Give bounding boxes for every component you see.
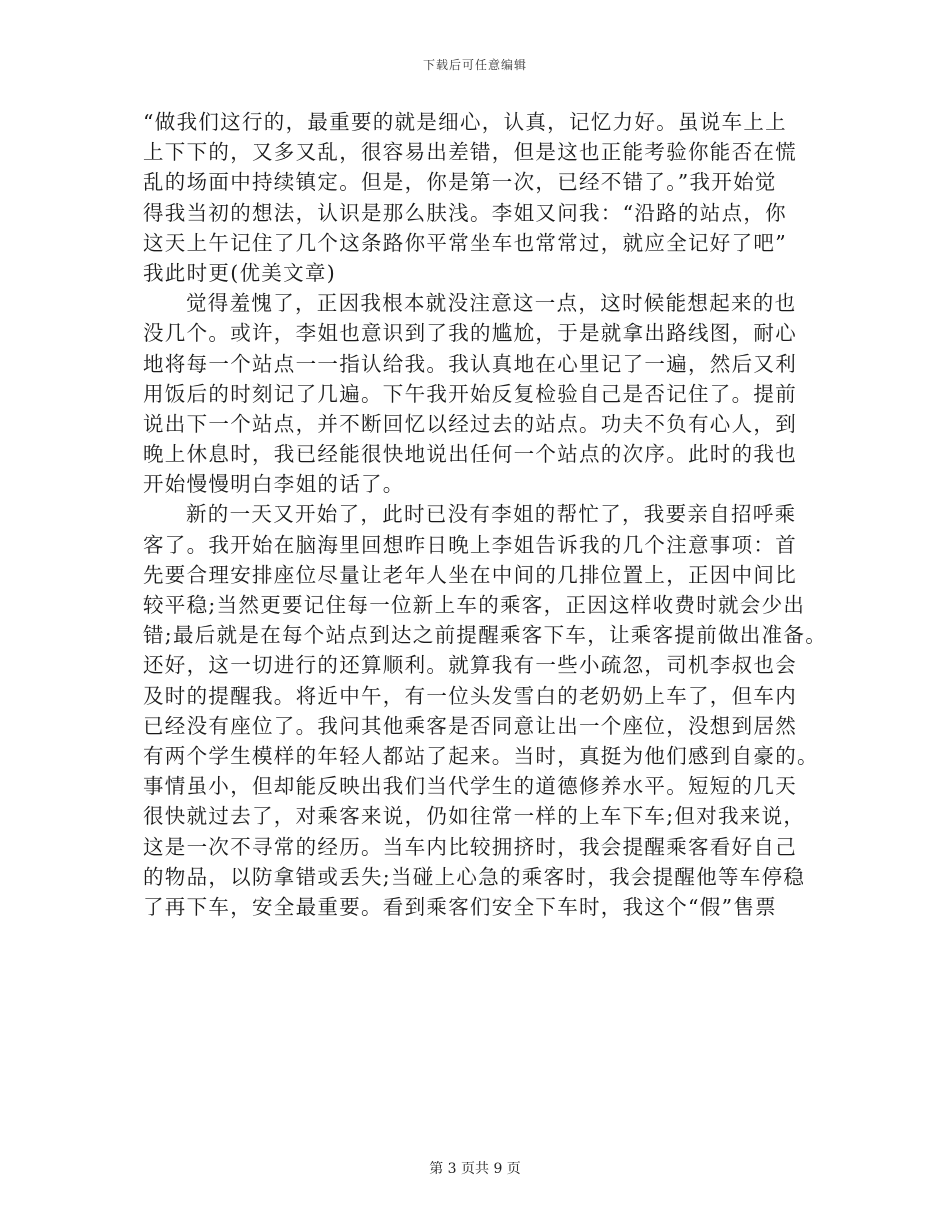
text-line: 地将每一个站点一一指认给我。我认真地在心里记了一遍，然后又利 — [143, 351, 797, 376]
text-line: 新的一天又开始了，此时已没有李姐的帮忙了，我要亲自招呼乘 — [186, 502, 797, 527]
text-line: 觉得羞愧了，正因我根本就没注意这一点，这时候能想起来的也 — [186, 291, 797, 316]
text-line: 得我当初的想法，认识是那么肤浅。李姐又问我：“沿路的站点，你 — [143, 200, 787, 225]
page-header: 下载后可任意编辑 — [422, 58, 527, 72]
text-line: 客了。我开始在脑海里回想昨日晚上李姐告诉我的几个注意事项：首 — [143, 532, 797, 557]
document-body — [143, 107, 828, 922]
text-line: 说出下一个站点，并不断回忆以经过去的站点。功夫不负有心人，到 — [143, 411, 797, 436]
text-line: 错;最后就是在每个站点到达之前提醒乘客下车，让乘客提前做出准备。 — [143, 623, 828, 648]
text-line: “做我们这行的，最重要的就是细心，认真，记忆力好。虽说车上上 — [143, 110, 787, 134]
text-line: 开始慢慢明白李姐的话了。 — [143, 472, 405, 497]
text-line: 已经没有座位了。我问其他乘客是否同意让出一个座位，没想到居然 — [143, 713, 797, 738]
text-line: 了再下车，安全最重要。看到乘客们安全下车时，我这个“假”售票 — [143, 894, 777, 919]
text-line: 我此时更(优美文章) — [143, 260, 336, 285]
text-line: 事情虽小，但却能反映出我们当代学生的道德修养水平。短短的几天 — [143, 774, 797, 799]
text-line: 还好，这一切进行的还算顺利。就算我有一些小疏忽，司机李叔也会 — [143, 653, 797, 678]
page-number: 第 3 页共 9 页 — [429, 1161, 521, 1177]
text-line: 晚上休息时，我已经能很快地说出任何一个站点的次序。此时的我也 — [143, 442, 797, 467]
text-line: 没几个。或许，李姐也意识到了我的尴尬，于是就拿出路线图，耐心 — [143, 321, 797, 346]
text-line: 的物品，以防拿错或丢失;当碰上心急的乘客时，我会提醒他等车停稳 — [143, 864, 806, 889]
text-line: 较平稳;当然更要记住每一位新上车的乘客，正因这样收费时就会少出 — [143, 593, 806, 617]
text-line: 有两个学生模样的年轻人都站了起来。当时，真挺为他们感到自豪的。 — [143, 743, 819, 768]
text-line: 上下下的，又多又乱，很容易出差错，但是这也正能考验你能否在慌 — [143, 140, 797, 165]
text-line: 先要合理安排座位尽量让老年人坐在中间的几排位置上，正因中间比 — [143, 562, 797, 587]
text-line: 乱的场面中持续镇定。但是，你是第一次，已经不错了。”我开始觉 — [143, 170, 777, 195]
text-line: 这是一次不寻常的经历。当车内比较拥挤时，我会提醒乘客看好自己 — [143, 834, 797, 859]
text-line: 用饭后的时刻记了几遍。下午我开始反复检验自己是否记住了。提前 — [143, 381, 797, 406]
text-line: 及时的提醒我。将近中午，有一位头发雪白的老奶奶上车了，但车内 — [143, 683, 797, 708]
text-line: 很快就过去了，对乘客来说，仍如往常一样的上车下车;但对我来说， — [143, 804, 806, 829]
text-line: 这天上午记住了几个这条路你平常坐车也常常过，就应全记好了吧” — [143, 230, 787, 255]
